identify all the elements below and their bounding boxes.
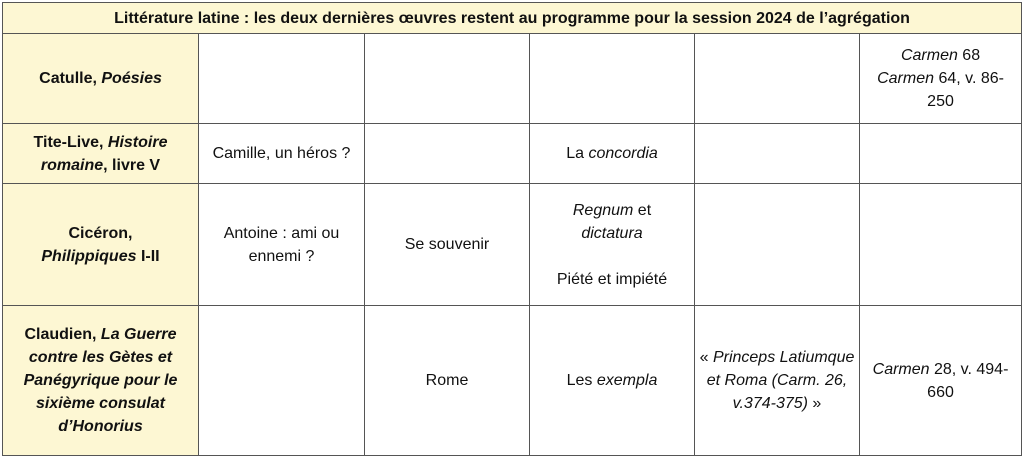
table-row-claudien: [3, 306, 1022, 456]
cell-empty: [695, 124, 860, 184]
program-table: [2, 2, 1022, 456]
cell-empty: [199, 34, 365, 124]
author-name: Catulle,: [39, 70, 102, 87]
cell-empty: [860, 184, 1022, 306]
work-title: La Guerre contre les Gètes et Panégyrique pour le sixième consulat d’Honorius: [23, 326, 178, 435]
cell-text: »: [807, 395, 822, 412]
cell-text-italic: exempla: [596, 372, 658, 389]
cell-text-italic: Carmen: [877, 70, 934, 87]
cell-ciceron-col3: Se souvenir: [365, 184, 530, 306]
work-title: Poésies: [101, 70, 162, 87]
cell-text: Piété et impiété: [556, 270, 668, 288]
row-header-catulle: [3, 34, 199, 124]
cell-claudien-col3: Rome: [365, 306, 530, 456]
cell-claudien-col5: [695, 306, 860, 456]
cell-ciceron-col2: Antoine : ami ou ennemi ?: [199, 184, 365, 306]
cell-empty: [695, 34, 860, 124]
cell-text-italic: Carmen: [872, 360, 930, 378]
cell-titelive-col4: [530, 124, 695, 184]
cell-empty: [365, 124, 530, 184]
work-suffix: I-II: [136, 247, 160, 265]
cell-text-italic: concordia: [588, 145, 658, 162]
cell-claudien-col4: [530, 306, 695, 456]
author-name: Tite-Live,: [33, 133, 108, 151]
author-name: Claudien,: [24, 326, 101, 343]
cell-text: 68: [957, 47, 981, 64]
table-row-catulle: [3, 34, 1022, 124]
cell-text: Les: [566, 372, 597, 389]
cell-empty: [695, 184, 860, 306]
table-row-ciceron: [3, 184, 1022, 306]
cell-text-italic: Regnum: [572, 201, 634, 219]
cell-text: La: [566, 145, 589, 162]
table-row-titelive: [3, 124, 1022, 184]
work-title: Histoire romaine: [40, 133, 168, 174]
row-header-titelive: [3, 124, 199, 184]
cell-text: «: [699, 349, 713, 366]
cell-catulle-col6: [860, 34, 1022, 124]
cell-text-italic: dictatura: [581, 224, 643, 242]
work-title: Philippiques: [41, 247, 137, 265]
cell-empty: [860, 124, 1022, 184]
cell-empty: [199, 306, 365, 456]
cell-ciceron-col4: [530, 184, 695, 306]
cell-text: et: [633, 201, 652, 219]
row-header-claudien: [3, 306, 199, 456]
cell-text-italic: Carmen: [900, 47, 958, 64]
cell-text: 64, v. 86-250: [927, 70, 1004, 110]
work-suffix: , livre V: [103, 156, 161, 174]
cell-text: 28, v. 494-660: [927, 360, 1009, 401]
cell-empty: [365, 34, 530, 124]
cell-claudien-col6: [860, 306, 1022, 456]
cell-titelive-col2: Camille, un héros ?: [199, 124, 365, 184]
cell-text-italic: Princeps Latiumque et Roma (Carm. 26, v.374-375): [706, 349, 855, 412]
author-name: Cicéron,: [68, 224, 133, 242]
row-header-ciceron: [3, 184, 199, 306]
table-title: Littérature latine : les deux dernières œuvres restent au programme pour la session 2024 de l’agrégation: [3, 3, 1022, 34]
cell-empty: [530, 34, 695, 124]
